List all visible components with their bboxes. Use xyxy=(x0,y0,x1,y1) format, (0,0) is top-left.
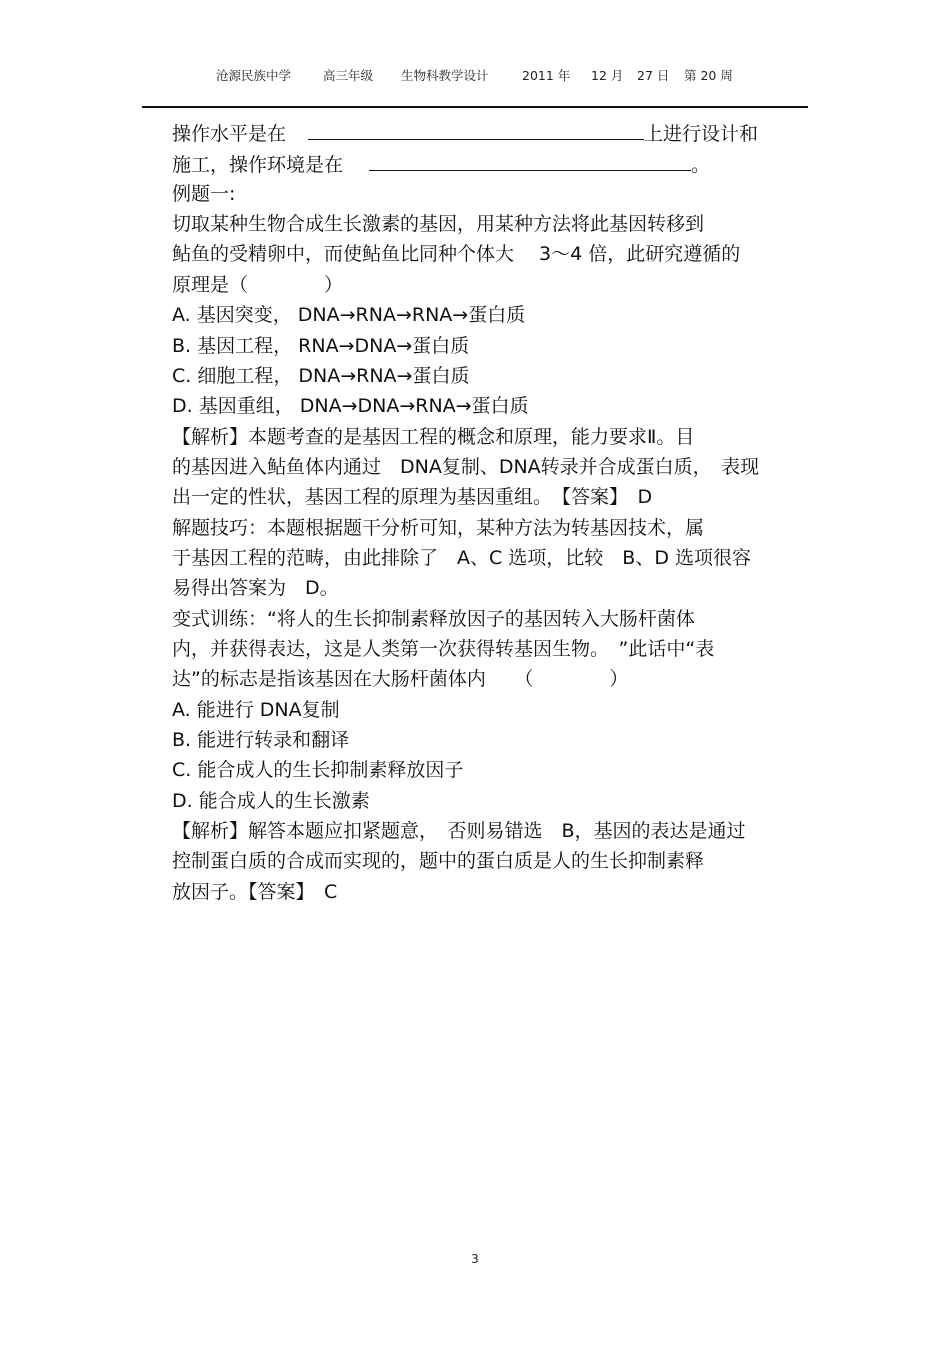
text-fragment: 。 xyxy=(691,154,711,176)
header-subject: 生物科教学设计 xyxy=(401,68,489,83)
header-year: 2011 年 xyxy=(522,68,571,83)
text-fragment: 上进行设计和 xyxy=(644,123,759,145)
variant-text-2: 内，并获得表达，这是人类第一次获得转基因生物。 ”此话中“表 xyxy=(172,638,715,660)
variant-analysis-2: 控制蛋白质的合成而实现的，题中的蛋白质是人的生长抑制素释 xyxy=(172,850,705,872)
option-c: C. 细胞工程， DNA→RNA→蛋白质 xyxy=(172,365,470,387)
analysis-text-2: 的基因进入鲇鱼体内通过 DNA复制、DNA转录并合成蛋白质， 表现 xyxy=(172,456,760,478)
header-month: 12 月 xyxy=(591,68,624,83)
option-b: B. 基因工程， RNA→DNA→蛋白质 xyxy=(172,335,470,357)
answer-blank-2 xyxy=(369,152,691,171)
page-number: 3 xyxy=(471,1252,479,1266)
header-divider xyxy=(142,106,808,108)
question-text-3: 原理是（ ） xyxy=(172,274,344,296)
tip-text-3: 易得出答案为 D。 xyxy=(172,577,339,599)
variant-text-1: 变式训练：“将人的生长抑制素释放因子的基因转入大肠杆菌体 xyxy=(172,608,695,630)
text-fragment: 操作水平是在 xyxy=(172,123,287,145)
variant-option-a: A. 能进行 DNA复制 xyxy=(172,699,340,721)
variant-option-b: B. 能进行转录和翻译 xyxy=(172,729,350,751)
question-text-1: 切取某种生物合成生长激素的基因，用某种方法将此基因转移到 xyxy=(172,213,705,235)
variant-analysis-1: 【解析】解答本题应扣紧题意， 否则易错选 B，基因的表达是通过 xyxy=(172,820,746,842)
option-a: A. 基因突变， DNA→RNA→RNA→蛋白质 xyxy=(172,304,526,326)
analysis-text-1: 【解析】本题考查的是基因工程的概念和原理，能力要求Ⅱ。目 xyxy=(172,426,695,448)
tip-text-2: 于基因工程的范畴，由此排除了 A、C 选项，比较 B、D 选项很容 xyxy=(172,547,752,569)
header-day: 27 日 xyxy=(637,68,670,83)
variant-option-d: D. 能合成人的生长激素 xyxy=(172,790,370,812)
analysis-text-3: 出一定的性状，基因工程的原理为基因重组。 【答案】 D xyxy=(172,486,653,508)
text-fragment: 施工，操作环境是在 xyxy=(172,154,344,176)
variant-analysis-3: 放因子。【答案】 C xyxy=(172,881,338,903)
option-d: D. 基因重组， DNA→DNA→RNA→蛋白质 xyxy=(172,395,529,417)
answer-blank-1 xyxy=(308,121,644,140)
text-line-2 xyxy=(172,152,710,177)
header-grade: 高三年级 xyxy=(323,68,374,83)
tip-text-1: 解题技巧：本题根据题干分析可知，某种方法为转基因技术，属 xyxy=(172,517,705,539)
header-week: 第 20 周 xyxy=(684,68,733,83)
text-line-1 xyxy=(172,121,758,146)
variant-option-c: C. 能合成人的生长抑制素释放因子 xyxy=(172,759,464,781)
header-school: 沧源民族中学 xyxy=(216,68,292,83)
question-text-2: 鲇鱼的受精卵中，而使鲇鱼比同种个体大 3～4 倍，此研究遵循的 xyxy=(172,243,741,265)
variant-text-3: 达”的标志是指该基因在大肠杆菌体内 （ ） xyxy=(172,668,629,690)
example-heading: 例题一: xyxy=(172,183,236,205)
